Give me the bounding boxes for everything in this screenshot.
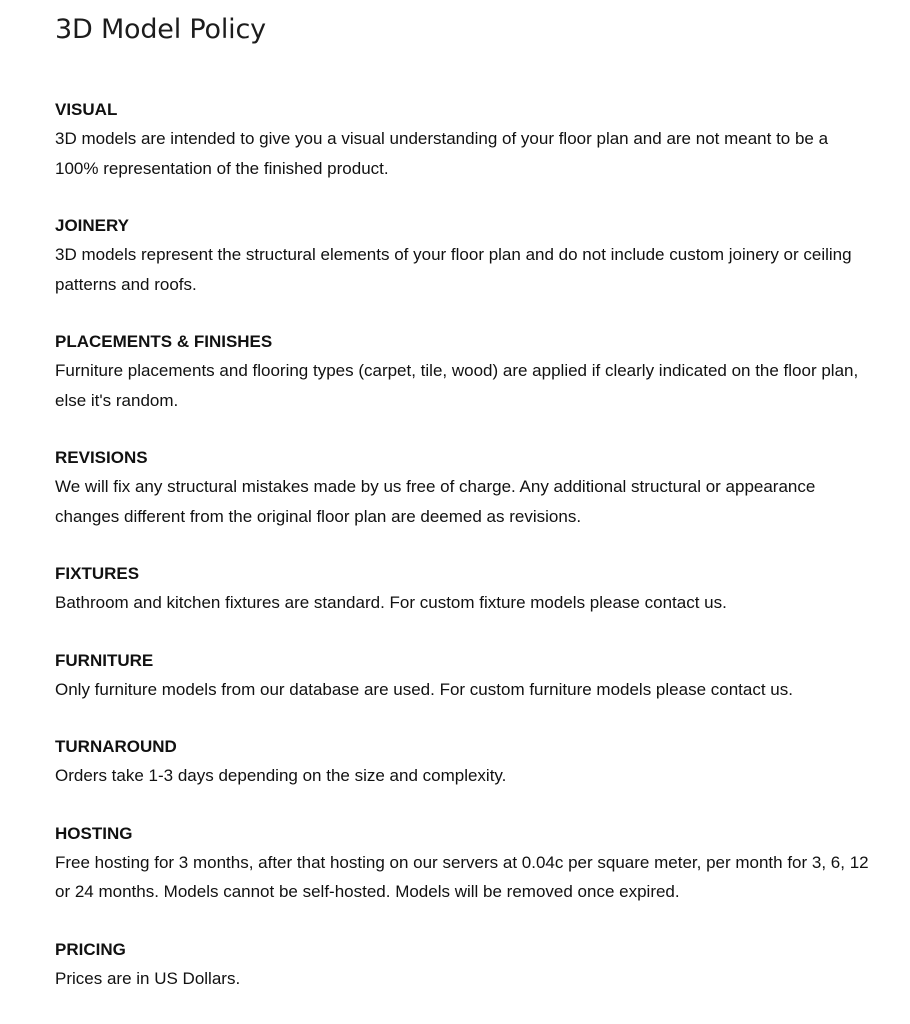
policy-sections bbox=[55, 95, 875, 993]
section-joinery bbox=[55, 211, 875, 299]
section-body: Prices are in US Dollars. bbox=[55, 968, 241, 988]
section-turnaround bbox=[55, 732, 875, 791]
section-heading: PLACEMENTS & FINISHES bbox=[55, 332, 273, 351]
section-body: Furniture placements and flooring types (carpet, tile, wood) are applied if clearly indicated on the floor plan, else it's random. bbox=[55, 361, 859, 410]
section-heading: HOSTING bbox=[55, 823, 133, 843]
section-body: Orders take 1-3 days depending on the size and complexity. bbox=[55, 766, 507, 785]
section-visual bbox=[55, 95, 875, 183]
section-heading: REVISIONS bbox=[55, 448, 148, 467]
section-fixtures bbox=[55, 559, 875, 618]
section-body: 3D models are intended to give you a visual understanding of your floor plan and are not meant to be a 100% representation of the finished product. bbox=[55, 129, 829, 178]
section-heading: FIXTURES bbox=[55, 564, 140, 583]
section-placements-finishes bbox=[55, 327, 875, 415]
section-body: We will fix any structural mistakes made by us free of charge. Any additional structural or appearance changes different from the original floor plan are deemed as revisions. bbox=[55, 477, 816, 526]
section-body: Bathroom and kitchen fixtures are standard. For custom fixture models please contact us. bbox=[55, 593, 727, 612]
section-revisions bbox=[55, 443, 875, 531]
section-body: 3D models represent the structural elements of your floor plan and do not include custom joinery or ceiling patterns and roofs. bbox=[55, 245, 852, 294]
section-heading: TURNAROUND bbox=[55, 737, 177, 756]
section-body: Free hosting for 3 months, after that hosting on our servers at 0.04c per square meter, per month for 3, 6, 12 or 24 months. Models cannot be self-hosted. Models will be removed once expired. bbox=[55, 852, 869, 901]
section-heading: PRICING bbox=[55, 939, 126, 959]
policy-page bbox=[55, 0, 875, 1021]
section-pricing bbox=[55, 935, 875, 994]
section-heading: VISUAL bbox=[55, 100, 118, 119]
section-heading: FURNITURE bbox=[55, 650, 154, 670]
section-heading: JOINERY bbox=[55, 216, 130, 235]
page-title: 3D Model Policy bbox=[55, 14, 266, 45]
section-body: Only furniture models from our database are used. For custom furniture models please contact us. bbox=[55, 679, 793, 699]
section-furniture bbox=[55, 646, 875, 705]
section-hosting bbox=[55, 819, 875, 907]
